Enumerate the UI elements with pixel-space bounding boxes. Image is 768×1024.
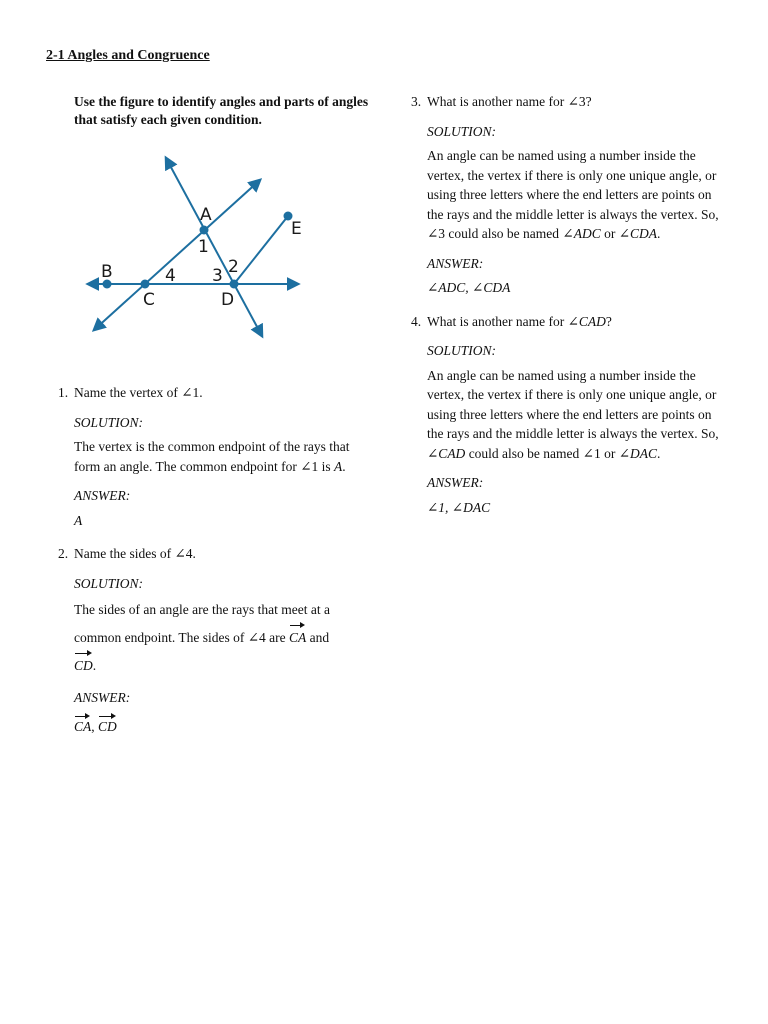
angle-2-label: 2 — [228, 257, 239, 277]
question-number: 4. — [411, 313, 422, 329]
question-2 — [58, 544, 368, 564]
question-text: What is another name for ∠CAD? — [427, 313, 612, 329]
answer-label: ANSWER: — [74, 690, 131, 705]
question-text: Name the vertex of ∠1. — [74, 385, 203, 400]
question-number: 2. — [58, 546, 69, 561]
question-1 — [58, 383, 368, 403]
line-ad — [166, 158, 262, 336]
instructions: Use the figure to identify angles and parts of angles that satisfy each given condition. — [74, 94, 369, 127]
angle-1-label: 1 — [198, 237, 209, 257]
label-d: D — [221, 290, 235, 310]
question-4 — [411, 312, 731, 332]
solution-label: SOLUTION: — [74, 414, 144, 430]
question-number: 1. — [58, 385, 69, 400]
solution-text: An angle can be named using a number inside the vertex, the vertex if there is only one unique angle, or using three letters where the end letters are points on the rays and the middle letter is always the vertex. So, ∠CAD could also be named ∠1 or ∠DAC. — [427, 367, 719, 461]
label-c: C — [143, 290, 155, 310]
problem-3 — [411, 92, 731, 298]
solution-text: An angle can be named using a number inside the vertex, the vertex if there is only one unique angle, or using three letters where the end letters are points on the rays and the middle letter is always the vertex. So, ∠3 could also be named ∠ADC or ∠CDA. — [427, 148, 719, 241]
problem-1 — [58, 383, 368, 530]
solution-label: SOLUTION: — [74, 575, 144, 591]
angle-figure — [82, 150, 312, 350]
ray-de — [234, 216, 288, 284]
answer-label: ANSWER: — [427, 255, 484, 271]
question-3 — [411, 92, 731, 112]
label-e: E — [291, 219, 302, 239]
ray-ca: CA — [289, 622, 306, 650]
question-number: 3. — [411, 94, 422, 109]
point-d — [230, 280, 239, 289]
problem-2 — [58, 544, 368, 736]
left-column — [58, 383, 368, 750]
question-text: What is another name for ∠3? — [427, 94, 592, 109]
solution-text: The sides of an angle are the rays that meet at a common endpoint. The sides of ∠4 are CA and CD. — [74, 598, 368, 678]
solution-text: The vertex is the common endpoint of the rays that form an angle. The common endpoint for ∠1 is A. — [74, 439, 350, 474]
right-column — [411, 92, 731, 531]
point-c — [141, 280, 150, 289]
solution-label: SOLUTION: — [427, 123, 497, 139]
page-heading: 2-1 Angles and Congruence — [46, 48, 210, 63]
problem-4 — [411, 312, 731, 518]
angle-3-label: 3 — [212, 266, 223, 286]
answer-label: ANSWER: — [74, 488, 131, 503]
label-b: B — [101, 262, 113, 282]
answer-value: ∠ADC, ∠CDA — [427, 280, 511, 295]
point-a — [200, 226, 209, 235]
label-a: A — [200, 205, 212, 225]
line-ca — [94, 180, 260, 330]
question-text: Name the sides of ∠4. — [74, 546, 196, 561]
angle-4-label: 4 — [165, 266, 176, 286]
ray-cd: CD — [74, 650, 93, 678]
answer-value: CA, CD — [74, 713, 368, 737]
answer-label: ANSWER: — [427, 475, 484, 490]
solution-label: SOLUTION: — [427, 343, 497, 358]
answer-value: A — [74, 512, 83, 528]
answer-value: ∠1, ∠DAC — [427, 499, 491, 515]
